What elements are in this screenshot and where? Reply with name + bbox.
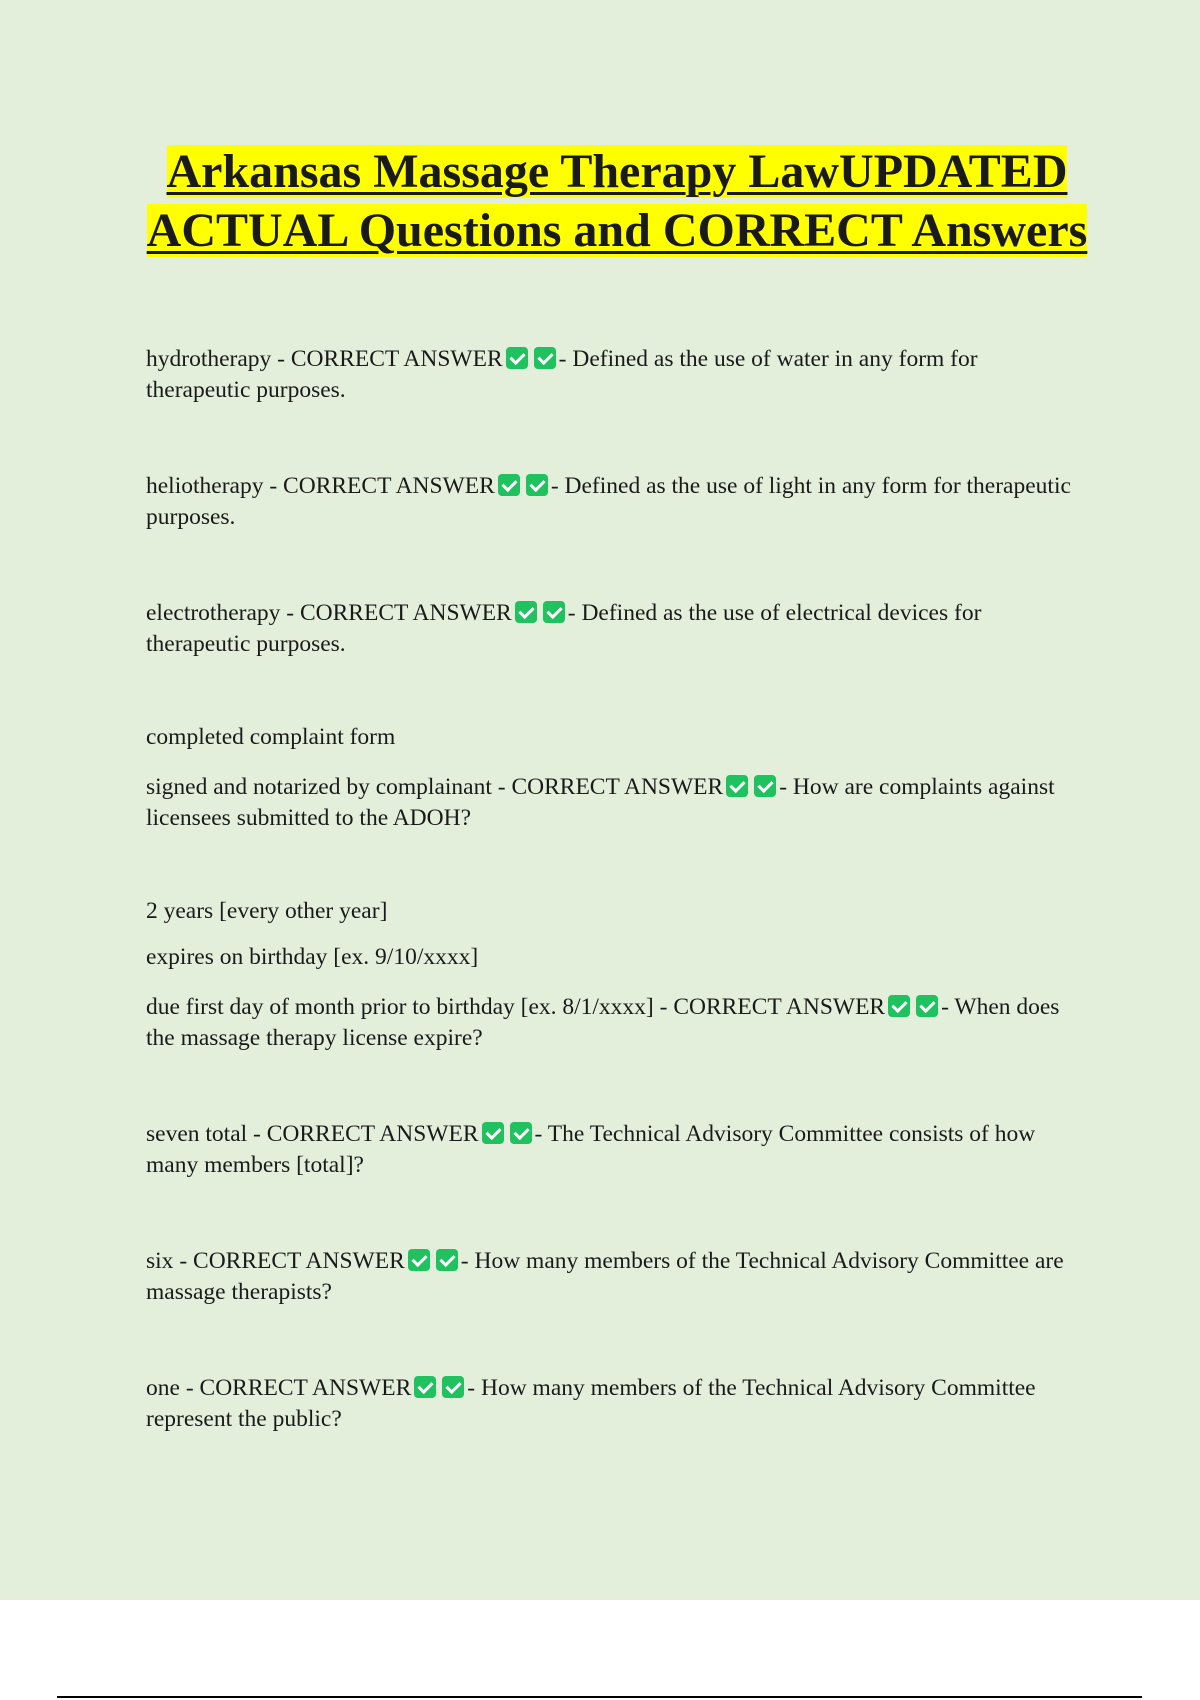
entry-term: electrotherapy	[146, 600, 281, 626]
qa-entry-heliotherapy: heliotherapy - CORRECT ANSWER - Defined as the use of light in any form for therapeutic purposes.	[146, 473, 1071, 530]
entry-definition: When does the massage therapy license expire?	[146, 994, 1060, 1051]
entry-definition: Defined as the use of light in any form for therapeutic purposes.	[146, 473, 1071, 530]
check-mark-icon	[506, 347, 528, 369]
qa-entry-license-expire: due first day of month prior to birthday [ex. 8/1/xxxx] - CORRECT ANSWER - When does the massage therapy license expire?	[146, 994, 1060, 1051]
qa-entry-committee-public: one - CORRECT ANSWER - How many members of the Technical Advisory Committee represent the public?	[146, 1375, 1036, 1432]
check-mark-icon	[726, 775, 748, 797]
entry-term: heliotherapy	[146, 473, 264, 499]
check-mark-icon	[408, 1249, 430, 1271]
qa-entry-hydrotherapy: hydrotherapy - CORRECT ANSWER - Defined as the use of water in any form for therapeutic purposes.	[146, 346, 978, 403]
document-title-text: Arkansas Massage Therapy LawUPDATED ACTUAL Questions and CORRECT Answers	[146, 145, 1088, 257]
entry-term: seven total	[146, 1121, 248, 1147]
correct-answer-label: CORRECT ANSWER	[199, 1375, 412, 1401]
correct-answer-label: CORRECT ANSWER	[673, 994, 886, 1020]
correct-answer-label: CORRECT ANSWER	[290, 346, 503, 372]
check-mark-icon	[482, 1122, 504, 1144]
entry-term: signed and notarized by complainant	[146, 774, 492, 800]
document-title	[120, 142, 1114, 260]
entry-definition: Defined as the use of electrical devices for therapeutic purposes.	[146, 600, 982, 657]
correct-answer-label: CORRECT ANSWER	[193, 1248, 405, 1274]
entry-term: hydrotherapy	[146, 346, 272, 372]
entry-definition: Defined as the use of water in any form for therapeutic purposes.	[146, 346, 978, 403]
qa-entry-committee-total: seven total - CORRECT ANSWER - The Technical Advisory Committee consists of how many members [total]?	[146, 1121, 1036, 1178]
qa-entry-complaints: signed and notarized by complainant - CORRECT ANSWER - How are complaints against licensees submitted to the ADOH?	[146, 774, 1055, 831]
entry-term: one	[146, 1375, 180, 1401]
page-divider	[57, 1696, 1142, 1698]
entry-definition: How many members of the Technical Advisory Committee represent the public?	[146, 1375, 1036, 1432]
entry-definition: How many members of the Technical Advisory Committee are massage therapists?	[146, 1248, 1064, 1305]
entry-definition: How are complaints against licensees submitted to the ADOH?	[146, 774, 1055, 831]
entry-definition: The Technical Advisory Committee consists of how many members [total]?	[146, 1121, 1036, 1178]
check-mark-icon	[515, 601, 537, 623]
entry-term: due first day of month prior to birthday [ex. 8/1/xxxx]	[146, 994, 654, 1020]
check-mark-icon	[436, 1249, 458, 1271]
qa-entry-electrotherapy: electrotherapy - CORRECT ANSWER - Defined as the use of electrical devices for therapeutic purposes.	[146, 600, 982, 657]
correct-answer-label: CORRECT ANSWER	[283, 473, 495, 499]
check-mark-icon	[510, 1122, 532, 1144]
check-mark-icon	[888, 995, 910, 1017]
check-mark-icon	[526, 474, 548, 496]
check-mark-icon	[414, 1376, 436, 1398]
check-mark-icon	[543, 601, 565, 623]
entry-term-line: 2 years [every other year]	[146, 898, 388, 924]
check-mark-icon	[498, 474, 520, 496]
correct-answer-label: CORRECT ANSWER	[266, 1121, 479, 1147]
check-mark-icon	[916, 995, 938, 1017]
check-mark-icon	[754, 775, 776, 797]
correct-answer-label: CORRECT ANSWER	[299, 600, 512, 626]
entry-term-line: completed complaint form	[146, 724, 396, 750]
check-mark-icon	[534, 347, 556, 369]
entry-term: six	[146, 1248, 174, 1274]
correct-answer-label: CORRECT ANSWER	[511, 774, 724, 800]
check-mark-icon	[442, 1376, 464, 1398]
qa-entry-committee-therapists: six - CORRECT ANSWER - How many members of the Technical Advisory Committee are massage therapists?	[146, 1248, 1064, 1305]
entry-term-line: expires on birthday [ex. 9/10/xxxx]	[146, 944, 479, 970]
